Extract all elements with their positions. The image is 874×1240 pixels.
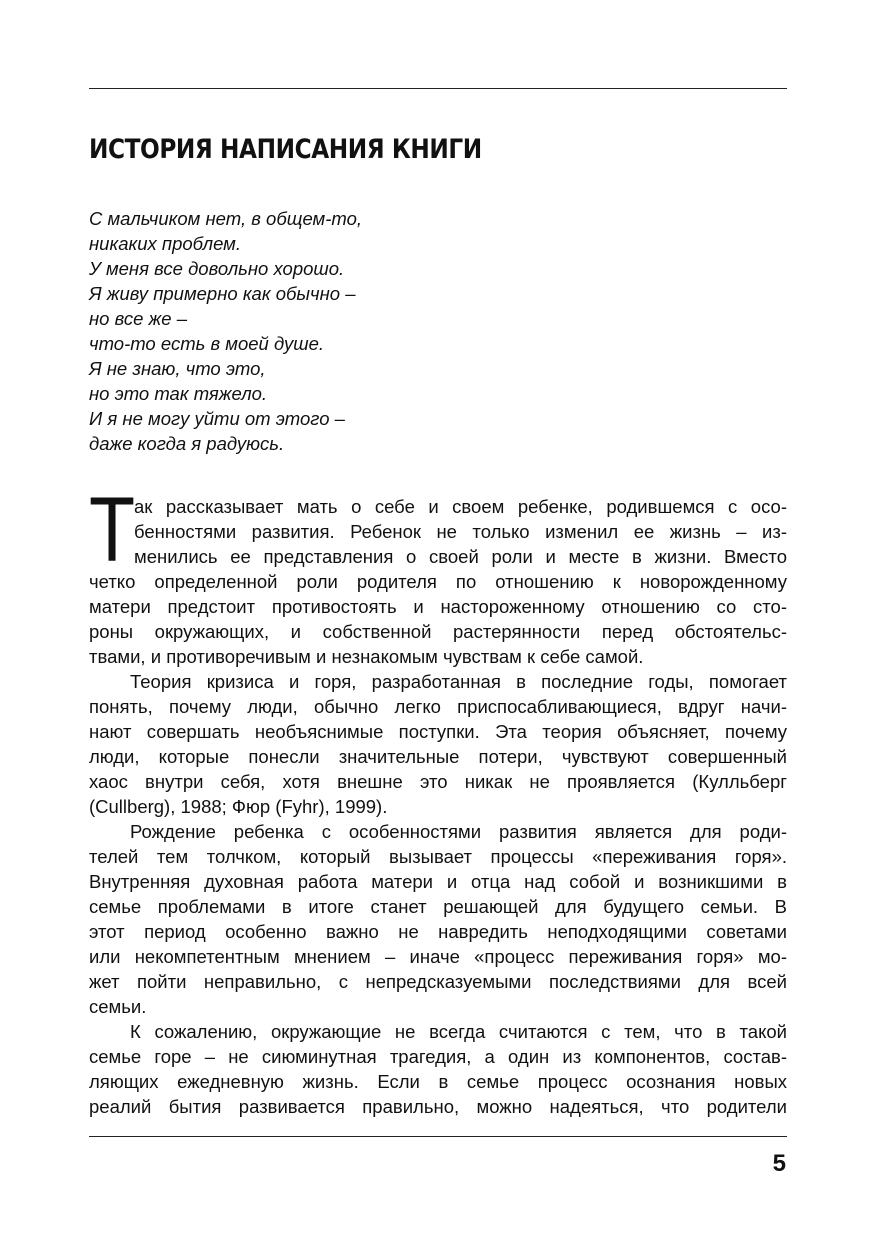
- drop-cap: Т: [89, 479, 136, 581]
- text-line: четко определенной роли родителя по отношению к новорожденному: [89, 571, 787, 592]
- poem-line: но это так тяжело.: [89, 383, 268, 404]
- text-line: К сожалению, окружающие не всегда считаются с тем, что в такой: [130, 1021, 787, 1042]
- text-line: этот период особенно важно не навредить неподходящими советами: [89, 921, 787, 942]
- poem-line: Я не знаю, что это,: [89, 358, 266, 379]
- text-line: семьи.: [89, 996, 147, 1017]
- text-line: понять, почему люди, обычно легко приспосабливающиеся, вдруг начи-: [89, 696, 787, 717]
- text-line: семье проблемами в итоге станет решающей для будущего семьи. В: [89, 896, 787, 917]
- epigraph-poem: [89, 206, 362, 456]
- text-line: Теория кризиса и горя, разработанная в последние годы, помогает: [130, 671, 787, 692]
- poem-line: У меня все довольно хорошо.: [89, 258, 345, 279]
- poem-line: что-то есть в моей душе.: [89, 333, 325, 354]
- text-line: люди, которые понесли значительные потери, чувствуют совершенный: [89, 746, 787, 767]
- top-rule: [89, 88, 787, 89]
- chapter-title: ИСТОРИЯ НАПИСАНИЯ КНИГИ: [89, 134, 482, 165]
- poem-line: Я живу примерно как обычно –: [89, 283, 356, 304]
- text-line: телей тем толчком, который вызывает процессы «переживания горя».: [89, 846, 787, 867]
- text-line: Рождение ребенка с особенностями развития является для роди-: [130, 821, 787, 842]
- text-line: Внутренняя духовная работа матери и отца над собой и возникшими в: [89, 871, 787, 892]
- bottom-rule: [89, 1136, 787, 1137]
- text-line: ляющих ежедневную жизнь. Если в семье процесс осознания новых: [89, 1071, 787, 1092]
- page-number: 5: [772, 1150, 786, 1177]
- text-line: реалий бытия развивается правильно, можно надеяться, что родители: [89, 1096, 787, 1117]
- poem-line: И я не могу уйти от этого –: [89, 408, 345, 429]
- text-line: хаос внутри себя, хотя внешне это никак не проявляется (Кулльберг: [89, 771, 787, 792]
- text-line: твами, и противоречивым и незнакомым чувствам к себе самой.: [89, 646, 644, 667]
- text-line: или некомпетентным мнением – иначе «процесс переживания горя» мо-: [89, 946, 787, 967]
- text-line: бенностями развития. Ребенок не только изменил ее жизнь – из-: [134, 521, 787, 542]
- text-line: матери предстоит противостоять и настороженному отношению со сто-: [89, 596, 787, 617]
- poem-line: С мальчиком нет, в общем-то,: [89, 208, 363, 229]
- text-line: жет пойти неправильно, с непредсказуемыми последствиями для всей: [89, 971, 787, 992]
- poem-line: но все же –: [89, 308, 187, 329]
- poem-line: никаких проблем.: [89, 233, 242, 254]
- text-line: нают совершать необъяснимые поступки. Эта теория объясняет, почему: [89, 721, 787, 742]
- text-line: (Cullberg), 1988; Фюр (Fyhr), 1999).: [89, 796, 388, 817]
- body-text: [89, 479, 787, 1119]
- text-line: ак рассказывает мать о себе и своем ребенке, родившемся с осо-: [134, 496, 787, 517]
- poem-line: даже когда я радуюсь.: [89, 433, 285, 454]
- text-line: семье горе – не сиюминутная трагедия, а один из компонентов, состав-: [89, 1046, 787, 1067]
- text-line: менились ее представления о своей роли и месте в жизни. Вместо: [134, 546, 787, 567]
- text-line: роны окружающих, и собственной растерянности перед обстоятельс-: [89, 621, 787, 642]
